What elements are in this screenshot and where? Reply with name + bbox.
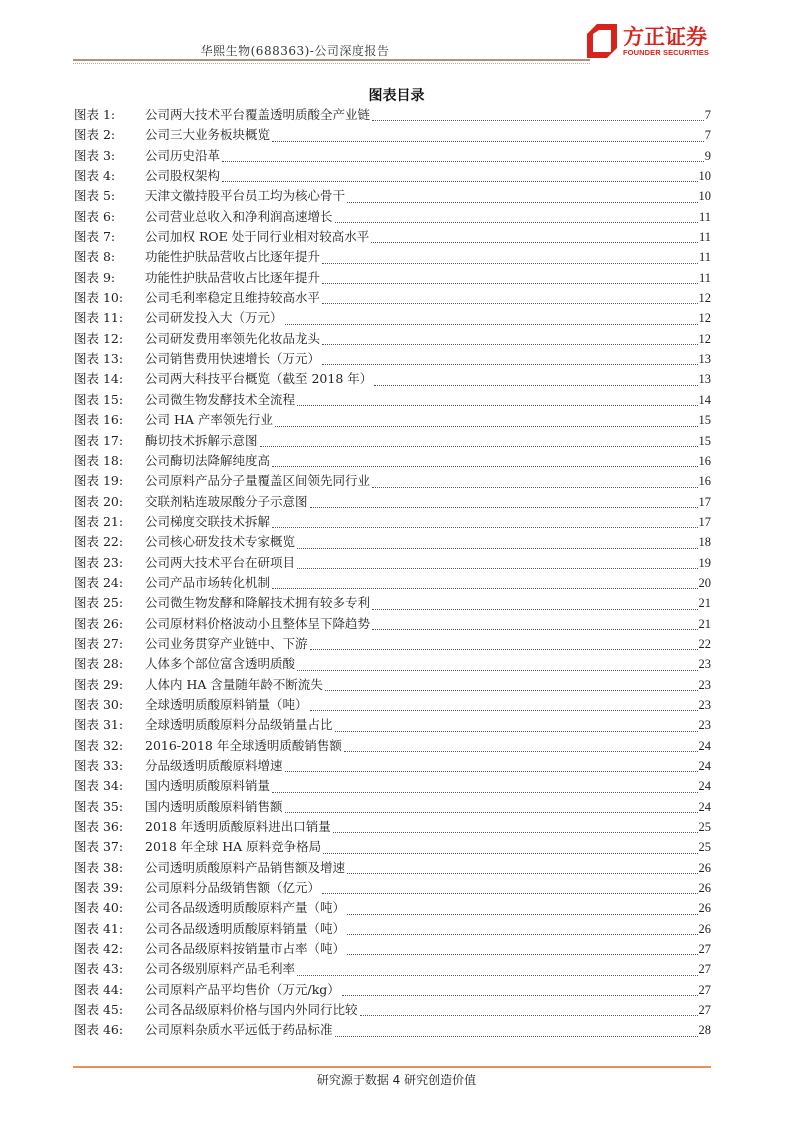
toc-entry-title[interactable]: 公司原料产品平均售价（万元/kg） — [145, 981, 340, 997]
toc-entry-title[interactable]: 酶切技术拆解示意图 — [145, 432, 258, 448]
toc-entry-title[interactable]: 公司毛利率稳定且维持较高水平 — [145, 290, 321, 306]
toc-entry-page[interactable]: 24 — [698, 738, 711, 753]
toc-dot-leader — [275, 426, 698, 427]
toc-entry-label: 图表 11: — [74, 310, 124, 326]
toc-entry[interactable] — [74, 186, 711, 206]
toc-entry[interactable] — [74, 817, 711, 837]
toc-entry-label: 图表 17: — [74, 432, 124, 448]
toc-dot-leader — [344, 751, 698, 752]
toc-entry-title[interactable]: 交联剂粘连玻尿酸分子示意图 — [145, 493, 308, 509]
toc-entry-page[interactable]: 16 — [698, 474, 711, 489]
toc-entry-label: 图表 16: — [74, 412, 124, 428]
toc-dot-leader — [297, 405, 697, 406]
toc-entry-label: 图表 44: — [74, 981, 124, 997]
toc-entry-page[interactable]: 25 — [698, 840, 711, 855]
toc-entry[interactable] — [74, 308, 711, 328]
toc-dot-leader — [322, 344, 697, 345]
toc-entry[interactable] — [74, 675, 711, 695]
toc-entry[interactable] — [74, 349, 711, 369]
toc-entry-title[interactable]: 公司各品级原料价格与国内外同行比较 — [145, 1002, 358, 1018]
toc-dot-leader — [374, 385, 697, 386]
toc-entry-page[interactable]: 13 — [698, 372, 711, 387]
toc-entry-title[interactable]: 人体内 HA 含量随年龄不断流失 — [145, 676, 323, 692]
toc-entry-label: 图表 8: — [74, 249, 116, 265]
toc-entry-label: 图表 32: — [74, 737, 124, 753]
toc-entry-label: 图表 41: — [74, 920, 124, 936]
toc-dot-leader — [310, 649, 698, 650]
toc-entry-title[interactable]: 功能性护肤品营收占比逐年提升 — [145, 249, 321, 265]
toc-entry-title[interactable]: 公司历史沿革 — [145, 147, 221, 163]
toc-dot-leader — [272, 792, 697, 793]
toc-entry[interactable] — [74, 227, 711, 247]
toc-entry[interactable] — [74, 532, 711, 552]
toc-entry-page[interactable]: 17 — [698, 514, 711, 529]
toc-entry-title[interactable]: 公司原料产品分子量覆盖区间领先同行业 — [145, 473, 371, 489]
toc-entry-title[interactable]: 公司原材料价格波动小且整体呈下降趋势 — [145, 615, 371, 631]
toc-entry[interactable] — [74, 837, 711, 857]
toc-entry-page[interactable]: 9 — [704, 148, 711, 163]
toc-dot-leader — [347, 873, 697, 874]
toc-entry-title[interactable]: 公司销售费用快速增长（万元） — [145, 351, 321, 367]
toc-dot-leader — [272, 466, 697, 467]
toc-entry-page[interactable]: 11 — [698, 209, 711, 224]
toc-dot-leader — [372, 629, 697, 630]
toc-entry-label: 图表 30: — [74, 696, 124, 712]
toc-dot-leader — [372, 487, 697, 488]
toc-dot-leader — [360, 1015, 698, 1016]
toc-entry-label: 图表 9: — [74, 269, 116, 285]
toc-entry-page[interactable]: 15 — [698, 413, 711, 428]
toc-entry-page[interactable]: 15 — [698, 433, 711, 448]
toc-dot-leader — [285, 812, 698, 813]
toc-entry[interactable] — [74, 980, 711, 1000]
toc-dot-leader — [310, 507, 698, 508]
footer-divider — [73, 1066, 711, 1068]
toc-entry-page[interactable]: 21 — [698, 616, 711, 631]
toc-entry-label: 图表 2: — [74, 127, 116, 143]
toc-dot-leader — [297, 548, 697, 549]
header-dotted-divider — [73, 63, 590, 64]
toc-entry[interactable] — [74, 410, 711, 430]
toc-entry[interactable] — [74, 512, 711, 532]
toc-entry-label: 图表 18: — [74, 452, 124, 468]
page-header — [0, 0, 793, 80]
toc-entry-title[interactable]: 公司三大业务板块概览 — [145, 127, 271, 143]
toc-entry-page[interactable]: 21 — [698, 596, 711, 611]
toc-entry-label: 图表 24: — [74, 574, 124, 590]
toc-entry-page[interactable]: 7 — [704, 128, 711, 143]
toc-entry-label: 图表 40: — [74, 900, 124, 916]
founder-securities-logo — [587, 22, 717, 62]
toc-entry-page[interactable]: 26 — [698, 881, 711, 896]
toc-entry-page[interactable]: 7 — [704, 108, 711, 122]
toc-entry-label: 图表 19: — [74, 473, 124, 489]
toc-entry-title[interactable]: 公司微生物发酵技术全流程 — [145, 391, 296, 407]
toc-entry-title[interactable]: 公司加权 ROE 处于同行业相对较高水平 — [145, 229, 370, 245]
toc-entry[interactable] — [74, 471, 711, 491]
toc-entry-label: 图表 21: — [74, 513, 124, 529]
toc-entry-page[interactable]: 20 — [698, 575, 711, 590]
toc-entry-page[interactable]: 12 — [698, 311, 711, 326]
toc-entry[interactable] — [74, 695, 711, 715]
toc-entry-page[interactable]: 16 — [698, 453, 711, 468]
toc-dot-leader — [322, 283, 698, 284]
toc-dot-leader — [285, 324, 698, 325]
toc-entry-title[interactable]: 国内透明质酸原料销售额 — [145, 798, 283, 814]
toc-entry-title[interactable]: 人体多个部位富含透明质酸 — [145, 656, 296, 672]
toc-dot-leader — [285, 771, 698, 772]
toc-entry[interactable] — [74, 390, 711, 410]
toc-entry-label: 图表 33: — [74, 758, 124, 773]
toc-entry[interactable] — [74, 369, 711, 389]
toc-entry-title[interactable]: 天津文徽持股平台员工均为核心骨干 — [145, 188, 346, 204]
toc-entry[interactable] — [74, 898, 711, 918]
toc-entry-label: 图表 28: — [74, 656, 124, 672]
toc-entry[interactable] — [74, 736, 711, 756]
toc-entry[interactable] — [74, 797, 711, 817]
toc-entry-page[interactable]: 11 — [698, 270, 711, 285]
toc-entry-label: 图表 26: — [74, 615, 124, 631]
toc-entry[interactable] — [74, 878, 711, 898]
toc-entry[interactable] — [74, 451, 711, 471]
toc-entry-page[interactable]: 23 — [698, 718, 711, 733]
header-divider — [73, 59, 590, 61]
toc-entry-title[interactable]: 2018 年透明质酸原料进出口销量 — [145, 819, 331, 835]
toc-dot-leader — [222, 181, 697, 182]
toc-entry-page[interactable]: 23 — [698, 657, 711, 672]
toc-entry[interactable] — [74, 614, 711, 634]
toc-entry-page[interactable]: 27 — [698, 982, 711, 997]
toc-entry-label: 图表 31: — [74, 717, 124, 733]
toc-entry-page[interactable]: 26 — [698, 921, 711, 936]
toc-entry-label: 图表 14: — [74, 371, 124, 387]
toc-dot-leader — [347, 914, 697, 915]
toc-entry-page[interactable]: 13 — [698, 352, 711, 367]
toc-entry-title[interactable]: 2018 年全球 HA 原料竞争格局 — [145, 839, 322, 855]
toc-entry-title[interactable]: 公司梯度交联技术拆解 — [145, 513, 271, 529]
footer-slogan: 研究源于数据 4 研究创造价值 — [316, 1073, 477, 1087]
toc-entry-page[interactable]: 23 — [698, 677, 711, 692]
toc-entry[interactable] — [74, 858, 711, 878]
toc-entry-title[interactable]: 2016-2018 年全球透明质酸销售额 — [145, 737, 342, 753]
toc-entry-label: 图表 39: — [74, 880, 124, 896]
toc-dot-leader — [297, 975, 697, 976]
toc-entry-title[interactable]: 全球透明质酸原料销量（吨） — [145, 696, 308, 712]
toc-entry-label: 图表 36: — [74, 819, 124, 835]
toc-entry-title[interactable]: 公司原料杂质水平远低于药品标准 — [145, 1022, 333, 1038]
toc-entry[interactable] — [74, 105, 711, 125]
toc-entry-label: 图表 23: — [74, 554, 124, 570]
toc-entry[interactable] — [74, 288, 711, 308]
toc-entry-page[interactable]: 12 — [698, 291, 711, 306]
toc-entry-label: 图表 10: — [74, 290, 124, 306]
toc-entry-page[interactable]: 10 — [698, 169, 711, 184]
toc-entry[interactable] — [74, 939, 711, 959]
toc-entry-page[interactable]: 27 — [698, 962, 711, 977]
toc-entry[interactable] — [74, 125, 711, 145]
toc-entry-title[interactable]: 公司研发费用率领先化妆品龙头 — [145, 330, 321, 346]
toc-entry[interactable] — [74, 166, 711, 186]
toc-entry-page[interactable]: 11 — [698, 230, 711, 245]
toc-entry-label: 图表 27: — [74, 635, 124, 651]
toc-entry[interactable] — [74, 919, 711, 939]
toc-entry-page[interactable]: 24 — [698, 799, 711, 814]
toc-entry-title[interactable]: 国内透明质酸原料销量 — [145, 778, 271, 794]
toc-entry[interactable] — [74, 959, 711, 979]
toc-entry[interactable] — [74, 146, 711, 166]
toc-dot-leader — [297, 568, 697, 569]
toc-entry-page[interactable]: 22 — [698, 636, 711, 651]
toc-entry-label: 图表 15: — [74, 391, 124, 407]
toc-entry-title[interactable]: 公司两大技术平台在研项目 — [145, 554, 296, 570]
toc-entry[interactable] — [74, 654, 711, 674]
toc-entry-label: 图表 29: — [74, 676, 124, 692]
toc-entry[interactable] — [74, 329, 711, 349]
toc-entry-page[interactable]: 27 — [698, 942, 711, 957]
toc-dot-leader — [260, 446, 698, 447]
toc-entry-label: 图表 6: — [74, 208, 116, 224]
toc-entry-title[interactable]: 公司原料分品级销售额（亿元） — [145, 880, 321, 896]
toc-entry[interactable] — [74, 593, 711, 613]
toc-title: 图表目录 — [368, 88, 425, 104]
toc-entry-label: 图表 37: — [74, 839, 124, 855]
toc-dot-leader — [322, 263, 698, 264]
toc-entry-page[interactable]: 24 — [698, 779, 711, 794]
toc-dot-leader — [347, 954, 697, 955]
toc-entry[interactable] — [74, 715, 711, 735]
logo-name-en: FOUNDER SECURITIES — [623, 48, 709, 57]
toc-entry[interactable] — [74, 1020, 711, 1040]
toc-entry-page[interactable]: 12 — [698, 331, 711, 346]
logo-name-cn: 方正证券 — [623, 25, 707, 49]
toc-entry-title[interactable]: 全球透明质酸原料分品级销量占比 — [145, 717, 333, 733]
toc-entry-title[interactable]: 公司产品市场转化机制 — [145, 574, 271, 590]
toc-entry-label: 图表 42: — [74, 941, 124, 957]
toc-entry[interactable] — [74, 573, 711, 593]
toc-entry[interactable] — [74, 634, 711, 654]
toc-entry-title[interactable]: 公司各品级透明质酸原料产量（吨） — [145, 900, 346, 916]
toc-entry-page[interactable]: 25 — [698, 820, 711, 835]
toc-entry-page[interactable]: 24 — [698, 759, 711, 773]
toc-entry-title[interactable]: 公司透明质酸原料产品销售额及增速 — [145, 859, 346, 875]
toc-entry-label: 图表 35: — [74, 798, 124, 814]
toc-entry-label: 图表 13: — [74, 351, 124, 367]
toc-entry-label: 图表 25: — [74, 595, 124, 611]
toc-entry[interactable] — [74, 268, 711, 288]
toc-entry[interactable] — [74, 1000, 711, 1020]
toc-dot-leader — [325, 690, 698, 691]
toc-entry-label: 图表 20: — [74, 493, 124, 509]
toc-dot-leader — [323, 853, 697, 854]
toc-dot-leader — [335, 222, 698, 223]
toc-entry[interactable] — [74, 247, 711, 267]
toc-dot-leader — [342, 995, 698, 996]
toc-dot-leader — [347, 934, 697, 935]
toc-entry-title[interactable]: 公司酶切法降解纯度高 — [145, 452, 271, 468]
toc-entry-page[interactable]: 14 — [698, 392, 711, 407]
toc-entry-page[interactable]: 26 — [698, 901, 711, 916]
toc-dot-leader — [310, 710, 698, 711]
toc-entry-label: 图表 4: — [74, 168, 116, 184]
toc-dot-leader — [335, 731, 698, 732]
toc-entry-label: 图表 1: — [74, 107, 116, 122]
toc-entry-label: 图表 12: — [74, 330, 124, 346]
toc-entry[interactable] — [74, 776, 711, 796]
toc-entry-label: 图表 22: — [74, 534, 124, 550]
toc-dot-leader — [272, 527, 697, 528]
toc-entry-title[interactable]: 功能性护肤品营收占比逐年提升 — [145, 269, 321, 285]
toc-entry-label: 图表 7: — [74, 229, 116, 245]
toc-dot-leader — [347, 202, 697, 203]
toc-entry-title[interactable]: 公司各级别原料产品毛利率 — [145, 961, 296, 977]
toc-entry-title[interactable]: 分品级透明质酸原料增速 — [145, 758, 283, 773]
toc-entry[interactable] — [74, 756, 711, 776]
toc-entry-title[interactable]: 公司 HA 产率领先行业 — [145, 412, 273, 428]
toc-entry-title[interactable]: 公司各品级原料按销量市占率（吨） — [145, 941, 346, 957]
toc-entry-page[interactable]: 23 — [698, 697, 711, 712]
toc-entry-title[interactable]: 公司两大技术平台覆盖透明质酸全产业链 — [145, 107, 371, 122]
toc-entry-label: 图表 5: — [74, 188, 116, 204]
toc-dot-leader — [371, 242, 698, 243]
toc-dot-leader — [322, 893, 697, 894]
toc-entry-page[interactable]: 26 — [698, 860, 711, 875]
figure-toc-list — [74, 105, 711, 1041]
toc-entry-label: 图表 38: — [74, 859, 124, 875]
founder-logo-mark-icon — [587, 24, 617, 58]
toc-entry-page[interactable]: 19 — [698, 555, 711, 570]
toc-entry-title[interactable]: 公司两大科技平台概览（截至 2018 年） — [145, 371, 373, 387]
toc-entry[interactable] — [74, 492, 711, 512]
toc-dot-leader — [272, 141, 704, 142]
toc-dot-leader — [333, 832, 698, 833]
toc-entry-label: 图表 45: — [74, 1002, 124, 1018]
toc-entry-page[interactable]: 10 — [698, 189, 711, 204]
toc-entry-label: 图表 43: — [74, 961, 124, 977]
toc-entry-title[interactable]: 公司各品级透明质酸原料销量（吨） — [145, 920, 346, 936]
toc-entry-label: 图表 46: — [74, 1022, 124, 1038]
toc-dot-leader — [372, 120, 704, 121]
toc-entry-page[interactable]: 11 — [698, 250, 711, 265]
toc-dot-leader — [335, 1036, 698, 1037]
toc-entry-title[interactable]: 公司营业总收入和净利润高速增长 — [145, 208, 333, 224]
toc-entry-page[interactable]: 18 — [698, 535, 711, 550]
toc-dot-leader — [372, 609, 697, 610]
toc-entry-title[interactable]: 公司核心研发技术专家概览 — [145, 534, 296, 550]
toc-dot-leader — [222, 161, 704, 162]
toc-entry-page[interactable]: 27 — [698, 1003, 711, 1018]
toc-entry-page[interactable]: 17 — [698, 494, 711, 509]
toc-entry[interactable] — [74, 431, 711, 451]
report-title: 华熙生物(688363)-公司深度报告 — [200, 44, 390, 58]
toc-entry-label: 图表 34: — [74, 778, 124, 794]
toc-entry-title[interactable]: 公司业务贯穿产业链中、下游 — [145, 635, 308, 651]
toc-entry-title[interactable]: 公司研发投入大（万元） — [145, 310, 283, 326]
toc-entry-page[interactable]: 28 — [698, 1023, 711, 1038]
toc-entry[interactable] — [74, 553, 711, 573]
toc-entry-label: 图表 3: — [74, 147, 116, 163]
toc-entry[interactable] — [74, 207, 711, 227]
toc-entry-title[interactable]: 公司股权架构 — [145, 168, 221, 184]
toc-dot-leader — [322, 364, 697, 365]
toc-dot-leader — [272, 588, 697, 589]
toc-entry-title[interactable]: 公司微生物发酵和降解技术拥有较多专利 — [145, 595, 371, 611]
toc-dot-leader — [322, 303, 697, 304]
toc-dot-leader — [297, 670, 697, 671]
